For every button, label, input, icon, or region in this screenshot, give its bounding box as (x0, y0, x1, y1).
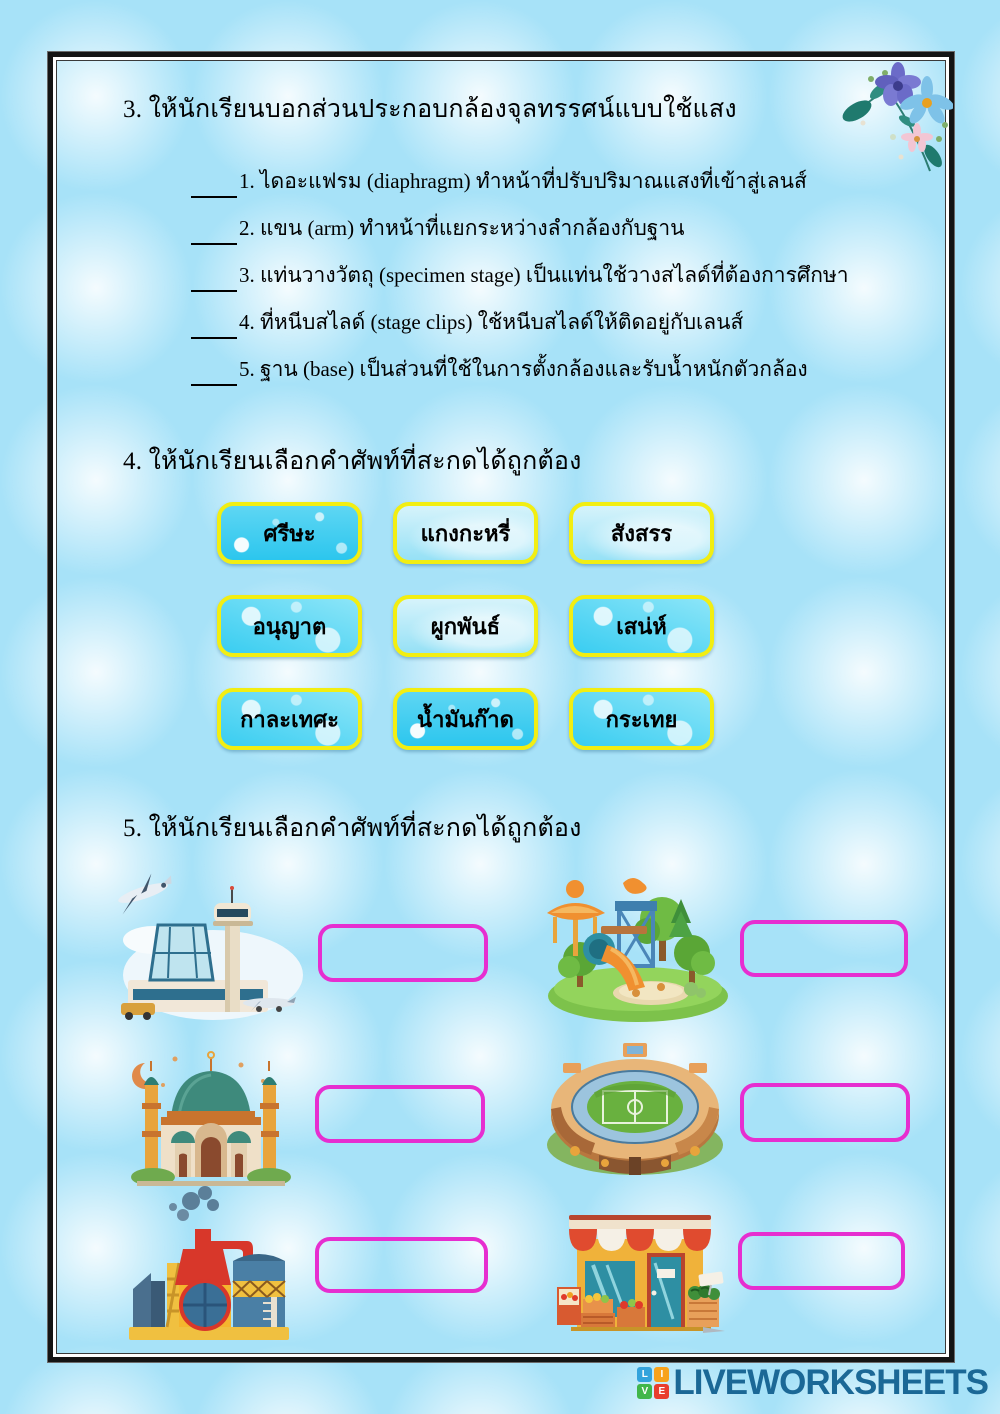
answer-box-playground[interactable] (740, 920, 908, 977)
fill-in-blank-4[interactable] (191, 321, 237, 339)
word-button-8[interactable]: น้ำมันก๊าด (393, 688, 538, 750)
worksheet-frame (48, 52, 954, 1362)
minaret (142, 1061, 161, 1177)
logo-tile-v: V (637, 1384, 652, 1399)
word-button-6[interactable]: เสน่ห์ (569, 595, 714, 657)
word-button-1[interactable]: ศรีษะ (217, 502, 362, 564)
airport-illustration (113, 865, 313, 1035)
shop-illustration (555, 1199, 725, 1344)
liveworksheets-logo (637, 1363, 988, 1403)
answer-box-stadium[interactable] (740, 1083, 910, 1142)
stadium-illustration (545, 1035, 725, 1190)
question-text-5: 5. ฐาน (base) เป็นส่วนที่ใช้ในการตั้งกล้องและรับน้ำหนักตัวกล้อง (239, 357, 808, 381)
smoke (169, 1186, 219, 1221)
minaret (260, 1061, 279, 1177)
question-item-4 (191, 298, 849, 345)
logo-tile-l: L (637, 1367, 652, 1382)
question-item-5 (191, 345, 849, 392)
answer-box-factory[interactable] (315, 1237, 488, 1293)
answer-box-shop[interactable] (738, 1232, 905, 1290)
liveworksheets-wordmark: LIVEWORKSHEETS (673, 1363, 988, 1402)
word-button-5[interactable]: ผูกพันธ์ (393, 595, 538, 657)
fill-in-blank-2[interactable] (191, 227, 237, 245)
question-text-4: 4. ที่หนีบสไลด์ (stage clips) ใช้หนีบสไลด์ให้ติดอยู่กับเลนส์ (239, 310, 744, 334)
logo-tile-e: E (654, 1384, 669, 1399)
fill-in-blank-5[interactable] (191, 368, 237, 386)
fill-in-blank-1[interactable] (191, 180, 237, 198)
answer-box-mosque[interactable] (315, 1085, 485, 1143)
playground-illustration (541, 871, 736, 1026)
question-text-2: 2. แขน (arm) ทำหน้าที่แยกระหว่างลำกล้องกับฐาน (239, 216, 685, 240)
flower-corner-decoration (835, 61, 953, 181)
question-item-1 (191, 157, 849, 204)
question-item-2 (191, 204, 849, 251)
section3-question-list (191, 157, 849, 392)
question-item-3 (191, 251, 849, 298)
mosque-illustration (123, 1043, 298, 1188)
section3-title: 3. ให้นักเรียนบอกส่วนประกอบกล้องจุลทรรศน์แบบใช้แสง (123, 96, 737, 123)
question-text-3: 3. แท่นวางวัตถุ (specimen stage) เป็นแท่นใช้วางสไลด์ที่ต้องการศึกษา (239, 263, 849, 287)
section5-title: 5. ให้นักเรียนเลือกคำศัพท์ที่สะกดได้ถูกต้อง (123, 815, 582, 842)
factory-illustration (121, 1185, 296, 1345)
word-button-3[interactable]: สังสรร (569, 502, 714, 564)
word-button-7[interactable]: กาละเทศะ (217, 688, 362, 750)
word-choice-grid (217, 502, 714, 750)
word-button-2[interactable]: แกงกะหรี่ (393, 502, 538, 564)
section4-title: 4. ให้นักเรียนเลือกคำศัพท์ที่สะกดได้ถูกต้อง (123, 448, 582, 475)
answer-box-airport[interactable] (318, 924, 488, 982)
fill-in-blank-3[interactable] (191, 274, 237, 292)
logo-tile-i: I (654, 1367, 669, 1382)
liveworksheets-tiles-icon (637, 1367, 669, 1399)
word-button-4[interactable]: อนุญาต (217, 595, 362, 657)
word-button-9[interactable]: กระเทย (569, 688, 714, 750)
question-text-1: 1. ไดอะแฟรม (diaphragm) ทำหน้าที่ปรับปริมาณแสงที่เข้าสู่เลนส์ (239, 169, 807, 193)
awning (569, 1215, 711, 1251)
